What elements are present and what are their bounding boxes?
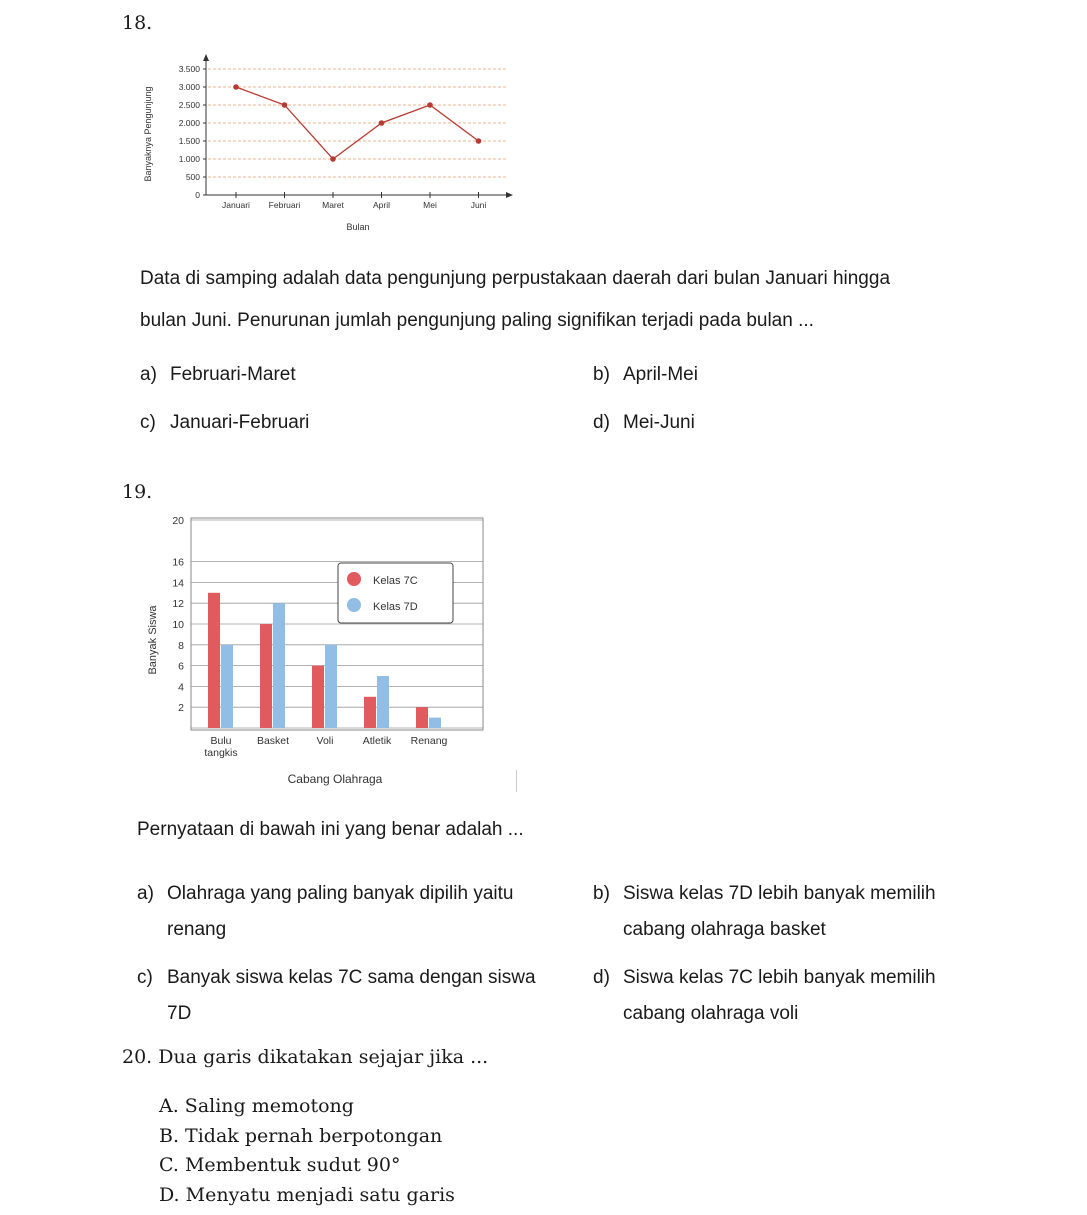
question-20-text: 20. Dua garis dikatakan sejajar jika ... [122,1046,489,1068]
q18-option-a[interactable] [140,357,296,393]
y-tick-label: 3.500 [178,64,200,74]
bar-kelas-7c [260,624,272,728]
y-axis-arrow [203,54,209,61]
option-label: a) [140,364,157,385]
option-label: a) [137,883,154,904]
option-text: Mei-Juni [623,412,695,433]
q20-option-b[interactable]: B. Tidak pernah berpotongan [159,1124,443,1147]
bar-chart-y-ticks [172,515,184,714]
bar-chart-y-label: Banyak Siswa [147,605,159,675]
option-label: b) [593,883,610,904]
option-text-line1: Siswa kelas 7C lebih banyak memilih [623,967,936,988]
q19-option-b[interactable] [593,876,936,948]
option-label: d) [593,412,610,433]
y-tick-label: 2 [178,702,184,715]
data-point [427,102,433,108]
q20-option-a[interactable]: A. Saling memotong [159,1095,354,1117]
y-tick-label: 16 [172,556,184,569]
data-point [379,120,385,126]
x-axis-arrow [506,192,513,198]
bar-kelas-7c [416,707,428,728]
y-tick-label: 12 [172,598,184,611]
data-point [233,84,239,90]
line-chart-y-label: Banyaknya Pengunjung [143,86,153,182]
x-tick-label: Juni [470,200,487,210]
question-18-text-line2: bulan Juni. Penurunan jumlah pengunjung paling signifikan terjadi pada bulan ... [140,310,814,331]
bar-kelas-7d [273,603,285,728]
y-tick-label: 8 [178,639,184,652]
bar-kelas-7d [377,676,389,728]
legend-swatch-7d [347,598,361,612]
bar-kelas-7c [208,593,220,728]
option-text-line2: cabang olahraga basket [623,919,826,940]
y-tick-label: 2.500 [178,100,200,110]
bar-chart-sports [140,515,520,795]
y-tick-label: 1.500 [178,136,200,146]
option-label: d) [593,967,610,988]
legend-swatch-7c [347,572,361,586]
y-tick-label: 3.000 [178,82,200,92]
q18-option-d[interactable] [593,405,695,441]
line-chart-y-ticks [179,64,206,200]
data-point [330,156,336,162]
q20-option-d[interactable]: D. Menyatu menjadi satu garis [159,1183,455,1206]
legend-box [338,563,453,623]
option-text: April-Mei [623,364,698,385]
option-text-line1: Banyak siswa kelas 7C sama dengan siswa [167,967,536,988]
option-text-line1: Olahraga yang paling banyak dipilih yaitu [167,883,514,904]
bar-kelas-7d [429,718,441,728]
option-text: Januari-Februari [170,412,310,433]
y-tick-label: 2.000 [178,118,200,128]
legend-label-7d: Kelas 7D [373,601,418,613]
x-tick-label: April [372,200,391,210]
option-label: c) [137,967,153,988]
y-tick-label: 20 [172,515,184,527]
option-text-line2: cabang olahraga voli [623,1003,799,1024]
bar-kelas-7c [312,666,324,728]
x-tick-label: Februari [268,200,301,210]
x-tick-label: tangkis [204,747,238,759]
x-tick-label: Atletik [362,735,392,747]
y-tick-label: 500 [185,172,200,182]
q18-option-c[interactable] [140,405,309,441]
option-text: Februari-Maret [170,364,296,385]
question-number-19: 19. [122,481,153,503]
data-point [282,102,288,108]
bar-kelas-7c [364,697,376,728]
q20-option-c[interactable]: C. Membentuk sudut 90° [159,1154,401,1176]
bar-chart-legend [338,563,453,623]
y-tick-label: 4 [178,681,184,694]
q18-option-b[interactable] [593,357,698,393]
line-chart-x-label: Bulan [346,222,370,232]
q19-option-d[interactable] [593,960,936,1032]
x-tick-label: Renang [410,735,448,747]
x-tick-label: Mei [423,200,437,210]
data-point [476,138,482,144]
option-text-line2: 7D [167,1003,192,1024]
option-label: c) [140,412,156,433]
question-19-text: Pernyataan di bawah ini yang benar adalah ... [137,819,524,840]
legend-label-7c: Kelas 7C [373,575,418,587]
y-tick-label: 1.000 [178,154,200,164]
q19-option-c[interactable] [137,960,536,1032]
bar-chart-x-label: Cabang Olahraga [287,772,383,786]
bar-chart-x-ticks [204,735,447,759]
x-tick-label: Basket [256,735,290,747]
line-chart-gridlines [208,69,508,177]
x-tick-label: Voli [316,735,334,747]
option-label: b) [593,364,610,385]
x-tick-label: Januari [222,200,250,210]
y-tick-label: 14 [172,577,184,590]
y-tick-label: 10 [172,619,184,631]
q19-option-a[interactable] [137,876,513,948]
bar-kelas-7d [325,645,337,728]
question-18-text-line1: Data di samping adalah data pengunjung perpustakaan daerah dari bulan Januari hingga [140,268,891,289]
y-tick-label: 6 [178,660,184,673]
option-text-line1: Siswa kelas 7D lebih banyak memilih [623,883,936,904]
x-tick-label: Maret [322,200,344,210]
x-tick-label: Bulu [210,735,232,747]
question-number-18: 18. [122,12,153,34]
bar-kelas-7d [221,645,233,728]
divider-line [516,770,517,792]
line-chart-visitors [130,50,530,240]
line-chart-series-line [236,87,479,159]
y-tick-label: 0 [195,190,200,200]
option-text-line2: renang [167,919,227,940]
